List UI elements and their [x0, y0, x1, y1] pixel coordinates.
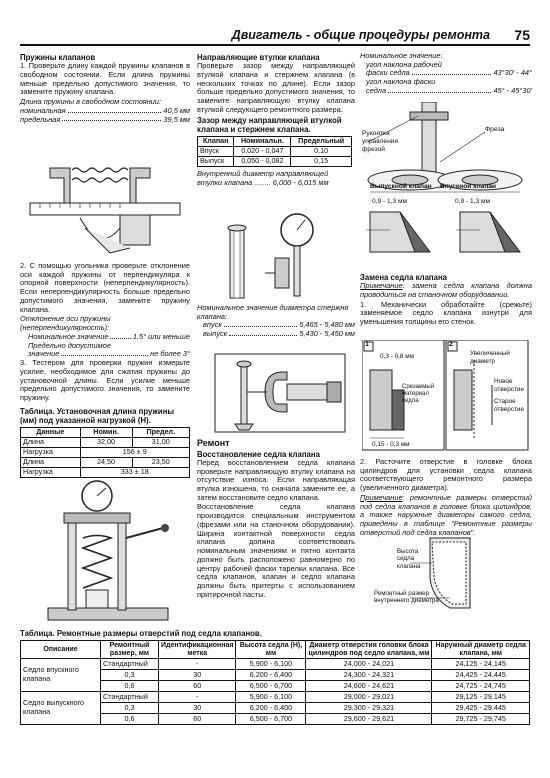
- deviation-label: Отклонение оси пружины (неперпендикулярность):: [20, 314, 111, 333]
- table-row: Длина 24,50 23,50: [21, 458, 190, 468]
- seat-restore-text-2: Восстановление седла клапана производится специальным инструментом (фрезами или на станочном оборудовании). Ширина контактной поверхности седла клапана должна соответствовать номинальным значениям и пятно контакта должно быть расположено равномерно по центру рабочей фаски тарелки клапана. Все седла клапанов, клапан и седло клапана должны быть притерты с использованием притирочной пасты.: [197, 502, 355, 599]
- fig3-seat-height: Высота седла клапана: [397, 548, 421, 570]
- spring-tester-illustration: [28, 478, 188, 626]
- repair-sizes-table: Таблица. Ремонтные размеры отверстий под седла клапанов. Описание Ремонтный размер, мм Идентификационная метка Высота седла (Н), мм Диаметр отверстия головки блока цилиндров под седло клапана, мм Наружный диаметр седла клапана, мм Седло впускного клапана Стандартный - 5,900 - 6,100 24,000 - 24,021 24,125 - 24,145 0,3 30 6,200 - 6,400 24,300 - 24,321 24,425 - 24,445 0,6 60 6,500 - 6,700 24,600 - 24,621 24,725 - 24,745 Седло выпускного клапана Стандартный - 5,900 - 6,100 29,000 - 29,021 29,125 - 29,145 0,3 30 6,200 - 6,400 29,300 - 29,321 29,425 - 29,445 0,6 60 6,500 - 6,700 29,600 - 29,621 29,725 - 29,745: [20, 628, 530, 725]
- table-row: Седло выпускного клапана Стандартный - 5,900 - 6,100 29,000 - 29,021 29,125 - 29,145: [21, 691, 530, 702]
- springs-step-3: 3. Тестером для проверки пружин измерьте усилие, необходимое для сжатия пружины до установочной длины. Если усилие меньше предельно допустимого значения, то замените пружину.: [20, 358, 190, 403]
- table-row: 0,3 30 6,200 - 6,400 24,300 - 24,321 24,425 - 24,445: [21, 669, 530, 680]
- nominal-label: Номинальное значение:: [360, 51, 443, 60]
- column-left: [20, 52, 190, 124]
- stem-exhaust: выпуск 5,430 - 5,450 мм: [203, 329, 355, 339]
- fig-width-1: 0,9 - 1,3 мм: [372, 198, 408, 205]
- replace-heading: Замена седла клапана: [360, 273, 447, 282]
- seat-restore-text-1: Перед восстановлением седла клапана проверьте направляющую втулку клапана на отсутствие износа. Если направляющая втулка изношена, то сначала замените ее, а затем восстановите седло клапана.: [197, 457, 355, 502]
- fig2-cut-material: Срезаемый материал седла: [402, 384, 435, 405]
- column-middle-spec: [197, 304, 355, 339]
- deviation-nominal: Номинальное значение 1,5° или меньше: [28, 331, 190, 341]
- fig2-new-hole: Новое отверстие: [494, 378, 525, 393]
- repair-table-title: Таблица. Ремонтные размеры отверстий под седла клапанов.: [20, 629, 262, 638]
- fig-width-2: 0,9 - 1,3 мм: [455, 198, 491, 205]
- springs-step-2: 2. С помощью угольника проверьте отклонение оси каждой пружины от перпендикуляра к опорной поверхности (неперпендикулярность). Если неперпендикулярность больше предельно допустимого значения, замените пружину клапана.: [20, 261, 190, 314]
- table-row: Впуск 0,020 - 0,047 0,10: [198, 146, 352, 156]
- table-row: Нагрузка 156 ± 9: [21, 448, 190, 458]
- deviation-limit-label: Предельно допустимое: [28, 340, 111, 350]
- column-middle: [197, 52, 355, 187]
- guides-heading: Направляющие втулки клапана: [197, 53, 320, 62]
- table-row: Длина 32,00 31,00: [21, 438, 190, 448]
- spec-nominal: номинальная 40,5 мм: [20, 105, 190, 115]
- free-length-label: Длина пружины в свободном состоянии:: [20, 97, 162, 107]
- seat-angle: седла 45° - 45°30': [366, 85, 532, 95]
- spring-table-title: Таблица. Установочная длина пружины (мм) под указанной нагрузкой (Н).: [20, 406, 175, 425]
- fig-intake-label: Впускной клапан: [440, 183, 496, 190]
- fig2-old-hole: Старое отверстие: [494, 398, 525, 413]
- replace-note: Примечание: замена седла клапана должна проводиться на станочном оборудовании.: [360, 281, 532, 299]
- angle-label: угол наклона рабочей: [366, 59, 442, 69]
- angle2-label: угол наклона фаски: [366, 77, 436, 87]
- springs-step-1: 1. Проверьте длину каждой пружины клапанов в свободном состоянии. Если длина пружины меньше предельно допустимого значения, то замените пружину клапана.: [20, 61, 190, 97]
- bore-note: Примечание: ремонтные размеры отверстий под седла клапанов в головке блока цилиндров, а также наружные диаметры самого седла, приведены в таблице "Ремонтные размеры отверстий под седла клапанов".: [360, 492, 532, 537]
- fig-exhaust-label: Выпускной клапан: [370, 183, 432, 190]
- chamfer-angle: фаски седла 43°30' - 44°: [366, 68, 532, 78]
- stem-label: Номинальное значение диаметра стержня клапана:: [197, 303, 349, 321]
- gap-table: Клапан Номинальн. Предельный Впуск 0,020 - 0,047 0,10 Выпуск 0,050 - 0,082 0,15: [197, 136, 352, 167]
- column-right-bore: [360, 458, 532, 539]
- table-row: 0,6 60 6,500 - 6,700 29,600 - 29,621 29,725 - 29,745: [21, 713, 530, 724]
- table-row: Седло впускного клапана Стандартный - 5,900 - 6,100 24,000 - 24,021 24,125 - 24,145: [21, 658, 530, 669]
- spring-table: Данные Номин. Предел. Длина 32,00 31,00 Нагрузка 156 ± 9 Длина 24,50 23,50 Нагрузка 333 ± 18: [20, 427, 190, 478]
- spec-limit: предельная 39,5 мм: [20, 114, 190, 124]
- column-right: [360, 52, 532, 96]
- page-title: Двигатель - общие процедуры ремонта: [231, 28, 490, 42]
- repair-heading: Ремонт: [197, 438, 230, 448]
- fig2-dim-1: 0,3 - 0,8 мм: [380, 353, 415, 360]
- seat-restore-heading: Восстановление седла клапана: [197, 449, 320, 459]
- fig-cutter-label: Фреза: [485, 126, 505, 133]
- replace-step-2: 2. Расточите отверстие в головке блока цилиндров для установки седла клапана соответствующего ремонтного размера (увеличенного диаметра).: [360, 457, 532, 493]
- fig3-repair-diameter: Ремонтный размер внутреннего диаметра: [374, 590, 439, 605]
- page-number: 75: [514, 27, 530, 43]
- fig2-number-2: 2: [449, 341, 453, 348]
- fig2-number-1: 1: [365, 341, 369, 348]
- inner-diameter-spec: Внутренний диаметр направляющей втулки клапана ........ 6,000 - 6,015 мм: [197, 168, 329, 187]
- caliper-illustration: [20, 158, 190, 258]
- page-header: [20, 26, 530, 46]
- table-row: Выпуск 0,050 - 0,082 0,15: [198, 156, 352, 166]
- table-row: Нагрузка 333 ± 18: [21, 468, 190, 478]
- fig2-dim-2: 0,15 - 0,3 мм: [372, 441, 410, 448]
- guides-text: Проверьте зазор между направляющей втулкой клапана и стержнем клапана (в нескольких точках по длине). Если зазор больше предельно допустимого значения, то замените направляющую втулку клапана втулкой следующего ремонтного размера.: [197, 61, 355, 114]
- column-right-replace: [360, 272, 532, 328]
- table-row: 0,6 60 6,500 - 6,700 24,600 - 24,621 24,725 - 24,745: [21, 680, 530, 691]
- micrometer-illustration: [205, 342, 355, 434]
- bore-gauge-illustration: [205, 208, 355, 303]
- column-left-lower: [20, 262, 190, 478]
- stem-intake: впуск 5,465 - 5,480 мм: [203, 320, 355, 330]
- springs-heading: Пружины клапанов: [20, 53, 96, 62]
- table-row: 0,3 30 6,200 - 6,400 29,300 - 29,321 29,425 - 29,445: [21, 702, 530, 713]
- deviation-limit: значение не более 3°: [28, 349, 190, 359]
- column-middle-repair: [197, 438, 355, 601]
- fig2-enlarged: Увеличенный диаметр: [470, 350, 510, 365]
- replace-step-1: 1. Механически обработайте (срежьте) заменяемое седло клапана изнутри для уменьшения толщины его стенок.: [360, 299, 532, 327]
- gap-heading: Зазор между направляющей втулкой клапана и стержнем клапана.: [197, 115, 342, 134]
- fig-handle-label: Рукоятка управления фрезой: [362, 130, 398, 153]
